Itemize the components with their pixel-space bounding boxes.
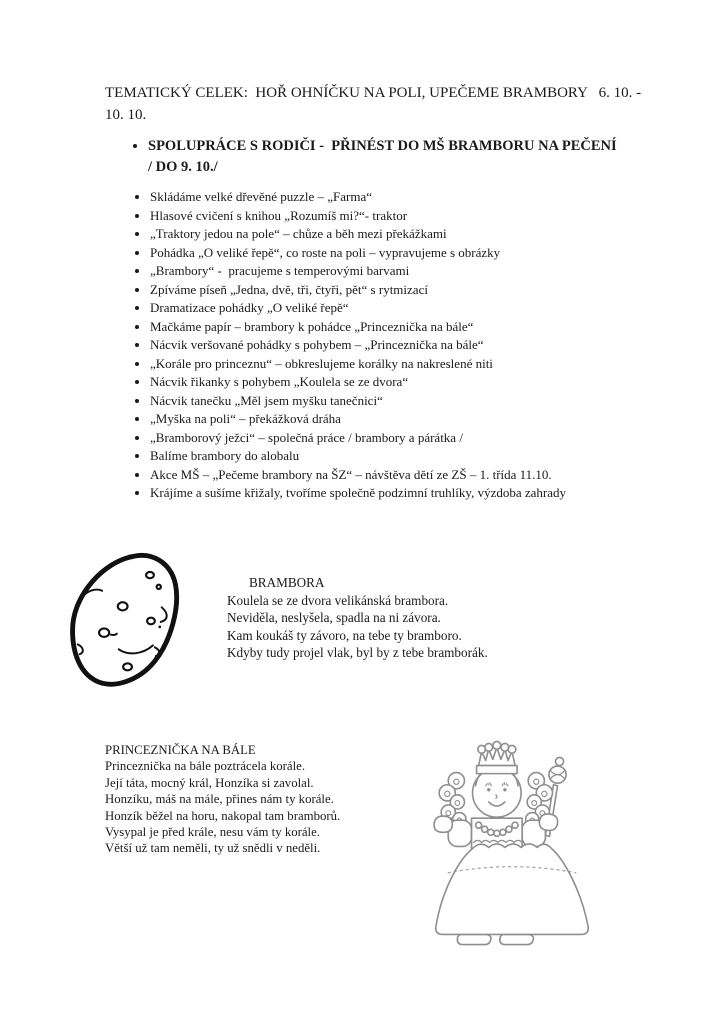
activities-section <box>106 188 686 503</box>
poem-line: Kam koukáš ty závoro, na tebe ty bramboro. <box>227 627 462 643</box>
activity-item: • Krájíme a sušíme křižaly, tvoříme společně podzimní truhlíky, výzdoba zahrady <box>150 484 686 503</box>
activity-item: • Nácvik řikanky s pohybem „Koulela se ze dvora“ <box>150 373 686 392</box>
parent-cooperation-note <box>106 136 686 177</box>
activity-item: • Nácvik tanečku „Měl jsem myšku tanečnici“ <box>150 392 686 411</box>
activity-item: • Nácvik veršované pohádky s pohybem – „Princeznička na bále“ <box>150 336 686 355</box>
activity-item: • Akce MŠ – „Pečeme brambory na ŠZ“ – návštěva dětí ze ZŠ – 1. třída 11.10. <box>150 466 686 485</box>
activity-item: • Hlasové cvičení s knihou „Rozumíš mi?“- traktor <box>150 207 686 226</box>
activity-item: • „Bramborový ježci“ – společná práce / brambory a párátka / <box>150 429 686 448</box>
activity-item: • Dramatizace pohádky „O veliké řepě“ <box>150 299 686 318</box>
parent-cooperation-item <box>148 136 686 177</box>
poem-line: Princeznička na bále poztrácela korále. <box>105 759 306 774</box>
poem-princeznicka-lines <box>105 758 435 856</box>
poem-line: Větší už tam neměli, ty už snědli v neděli. <box>105 841 321 856</box>
poem-line: Kdyby tudy projel vlak, byl by z tebe bramborák. <box>227 645 488 661</box>
poem-line: Vysypal je před krále, nesu vám ty korále. <box>105 825 320 840</box>
poem-line: Honzík běžel na horu, nakopal tam bramborů. <box>105 808 341 823</box>
princess-icon <box>426 740 598 958</box>
poem-princeznicka-title: PRINCEZNIČKA NA BÁLE <box>105 743 256 757</box>
document-title <box>105 82 685 126</box>
activity-item: • Mačkáme papír – brambory k pohádce „Princeznička na bále“ <box>150 318 686 337</box>
princess-drawing <box>426 740 598 958</box>
poem-line: Její táta, mocný král, Honzíka si zavolal. <box>105 775 314 790</box>
potato-drawing <box>68 550 190 690</box>
activity-item: • Skládáme velké dřevěné puzzle – „Farma“ <box>150 188 686 207</box>
activity-item: • Balíme brambory do alobalu <box>150 447 686 466</box>
activity-item: • „Brambory“ - pracujeme s temperovými barvami <box>150 262 686 281</box>
poem-line: Honzíku, máš na mále, přines nám ty korále. <box>105 792 334 807</box>
document-title-line-1: TEMATICKÝ CELEK: HOŘ OHNÍČKU NA POLI, UPEČEME BRAMBORY 6. 10. - <box>105 85 642 101</box>
poem-line: Neviděla, neslyšela, spadla na ni závora. <box>227 610 441 626</box>
potato-icon <box>68 550 190 690</box>
activity-item: • „Traktory jedou na pole“ – chůze a běh mezi překážkami <box>150 225 686 244</box>
poem-brambora-lines <box>227 592 557 662</box>
activity-item: • „Myška na poli“ – překážková dráha <box>150 410 686 429</box>
activity-item: • „Korále pro princeznu“ – obkreslujeme korálky na nakreslené niti <box>150 355 686 374</box>
parent-cooperation-list <box>106 136 686 177</box>
activities-list <box>106 188 686 503</box>
activity-item: • Zpíváme píseň „Jedna, dvě, tři, čtyři, pět“ s rytmizací <box>150 281 686 300</box>
parent-cooperation-line-1: • SPOLUPRÁCE S RODIČI - PŘINÉST DO MŠ BRAMBORU NA PEČENÍ <box>148 138 617 154</box>
poem-brambora-title: BRAMBORA <box>249 575 325 590</box>
activity-item: • Pohádka „O veliké řepě“, co roste na poli – vypravujeme s obrázky <box>150 244 686 263</box>
poem-line: Koulela se ze dvora velikánská brambora. <box>227 592 449 608</box>
poem-brambora <box>227 574 557 662</box>
poem-princeznicka <box>105 742 435 857</box>
parent-cooperation-line-2: / DO 9. 10./ <box>148 158 218 175</box>
document-title-line-2: 10. 10. <box>105 107 147 123</box>
